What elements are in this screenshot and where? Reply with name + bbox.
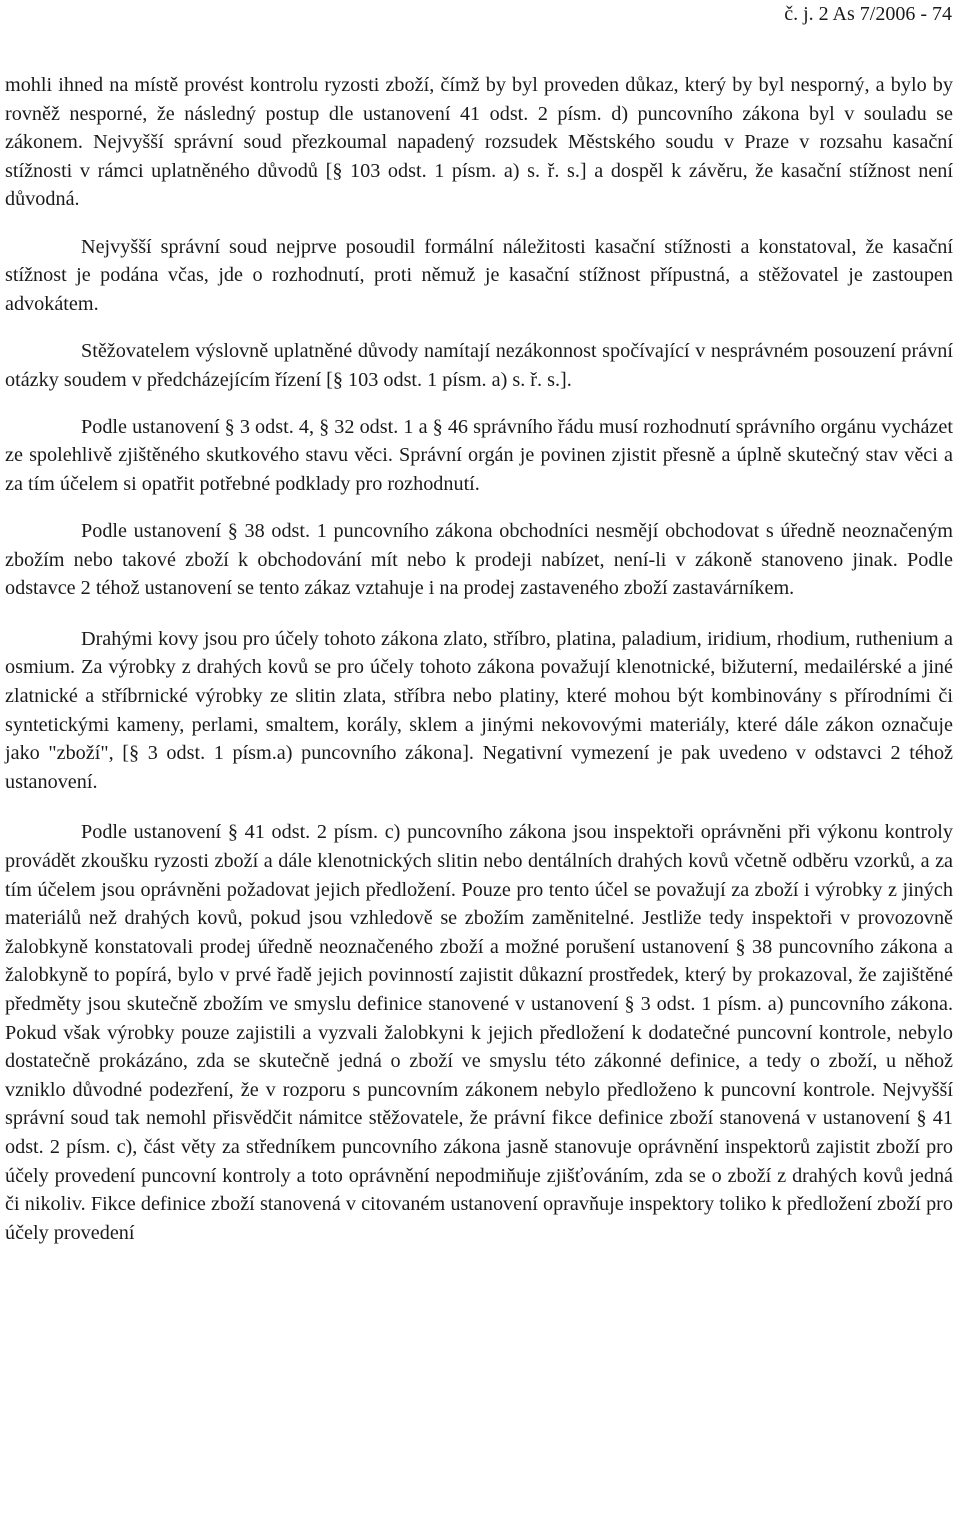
paragraph-formal-requirements: Nejvyšší správní soud nejprve posoudil formální náležitosti kasační stížnosti a konstatoval, že kasační stížnost je podána včas, jde o rozhodnutí, proti němuž je kasační stížnost přípustná, a stěžovatel je zastoupen advokátem. — [5, 235, 953, 315]
paragraph-continuation: mohli ihned na místě provést kontrolu ryzosti zboží, čímž by byl proveden důkaz, který by byl nesporný, a bylo by rovněž nesporné, že následný postup dle ustanovení 41 odst. 2 písm. d) puncovního zákona byl v souladu se zákonem. Nejvyšší správní soud přezkoumal napadený rozsudek Městského soudu v Praze v rozsahu kasační stížnosti v rámci uplatněného důvodů [§ 103 odst. 1 písm. a) s. ř. s.] a dospěl k závěru, že kasační stížnost není důvodná. — [5, 74, 953, 211]
paragraph-gap — [5, 394, 953, 413]
paragraph-section-38: Podle ustanovení § 38 odst. 1 puncovního zákona obchodníci nesmějí obchodovat s úředně neoznačeným zbožím nebo takové zboží k obchodování mít nebo k prodeji nabízet, není-li v zákoně stanoveno jinak. Podle odstavce 2 téhož ustanovení se tento zákaz vztahuje i na prodej zastaveného zboží zastavárníkem. — [5, 520, 953, 600]
paragraph-gap — [5, 214, 953, 233]
paragraph-complaint-grounds: Stěžovatelem výslovně uplatněné důvody namítají nezákonnost spočívající v nesprávném posouzení právní otázky soudem v předcházejícím řízení [§ 103 odst. 1 písm. a) s. ř. s.]. — [5, 339, 953, 391]
case-number-header: č. j. 2 As 7/2006 - 74 — [784, 3, 952, 25]
paragraph-administrative-code: Podle ustanovení § 3 odst. 4, § 32 odst. 1 a § 46 správního řádu musí rozhodnutí správního orgánu vycházet ze spolehlivě zjištěného skutkového stavu věci. Správní orgán je povinen zjistit přesně a úplně skutečný stav věci a za tím účelem si opatřit potřebné podklady pro rozhodnutí. — [5, 415, 953, 495]
paragraph-gap — [5, 796, 953, 818]
paragraph-gap — [5, 318, 953, 337]
document-body — [5, 71, 953, 1247]
paragraph-section-41: Podle ustanovení § 41 odst. 2 písm. c) puncovního zákona jsou inspektoři oprávněni při výkonu kontroly provádět zkoušku ryzosti zboží a dále klenotnických slitin nebo dentálních drahých kovů včetně odběru vzorků, a za tím účelem jsou oprávněni požadovat jejich předložení. Pouze pro tento účel se považují za zboží i výrobky z jiných materiálů než drahých kovů, pokud jsou vzhledově se zbožím zaměnitelné. Jestliže tedy inspektoři v provozovně žalobkyně konstatovali prodej úředně neoznačeného zboží a možné porušení ustanovení § 38 puncovního zákona a žalobkyně to popírá, bylo v prvé řadě jejich povinností zajistit důkazní prostředek, který by prokazoval, že zajištěné předměty jsou skutečně zbožím ve smyslu definice stanovené v ustanovení § 3 odst. 1 písm. a) puncovního zákona. Pokud však výrobky pouze zajistili a vyzvali žalobkyni k jejich předložení k dodatečné puncovní kontrole, nebylo dostatečně prokázáno, zda se skutečně jedná o zboží ve smyslu této zákonné definice, a tedy o zboží, u něhož vzniklo důvodné podezření, že v rozporu s puncovním zákonem nebylo předloženo k puncovní kontrole. Nejvyšší správní soud tak nemohl přisvědčit námitce stěžovatele, že právní fikce definice zboží stanovená v ustanovení § 41 odst. 2 písm. c), část věty za středníkem puncovního zákona jasně stanovuje oprávnění inspektorů zajistit zboží pro účely provedení puncovní kontroly a toto oprávnění nepodmiňuje zjišťováním, zda se o zboží z drahých kovů jedná či nikoliv. Fikce definice zboží stanovená v citovaném ustanovení opravňuje inspektory toliko k předložení zboží pro účely provedení — [5, 821, 953, 1244]
paragraph-precious-metals: Drahými kovy jsou pro účely tohoto zákona zlato, stříbro, platina, paladium, iridium, rhodium, ruthenium a osmium. Za výrobky z drahých kovů se pro účely tohoto zákona považují klenotnické, bižuterní, medailérské a jiné zlatnické a stříbrnické výrobky ze slitin zlata, stříbra nebo platiny, které mohou být kombinovány s přírodními či syntetickými kameny, perlami, smaltem, korály, sklem a jinými nekovovými materiály, které dále zákon označuje jako "zboží", [§ 3 odst. 1 písm.a) puncovního zákona]. Negativní vymezení je pak uvedeno v odstavci 2 téhož ustanovení. — [5, 627, 953, 793]
paragraph-gap — [5, 499, 953, 518]
paragraph-gap — [5, 603, 953, 625]
